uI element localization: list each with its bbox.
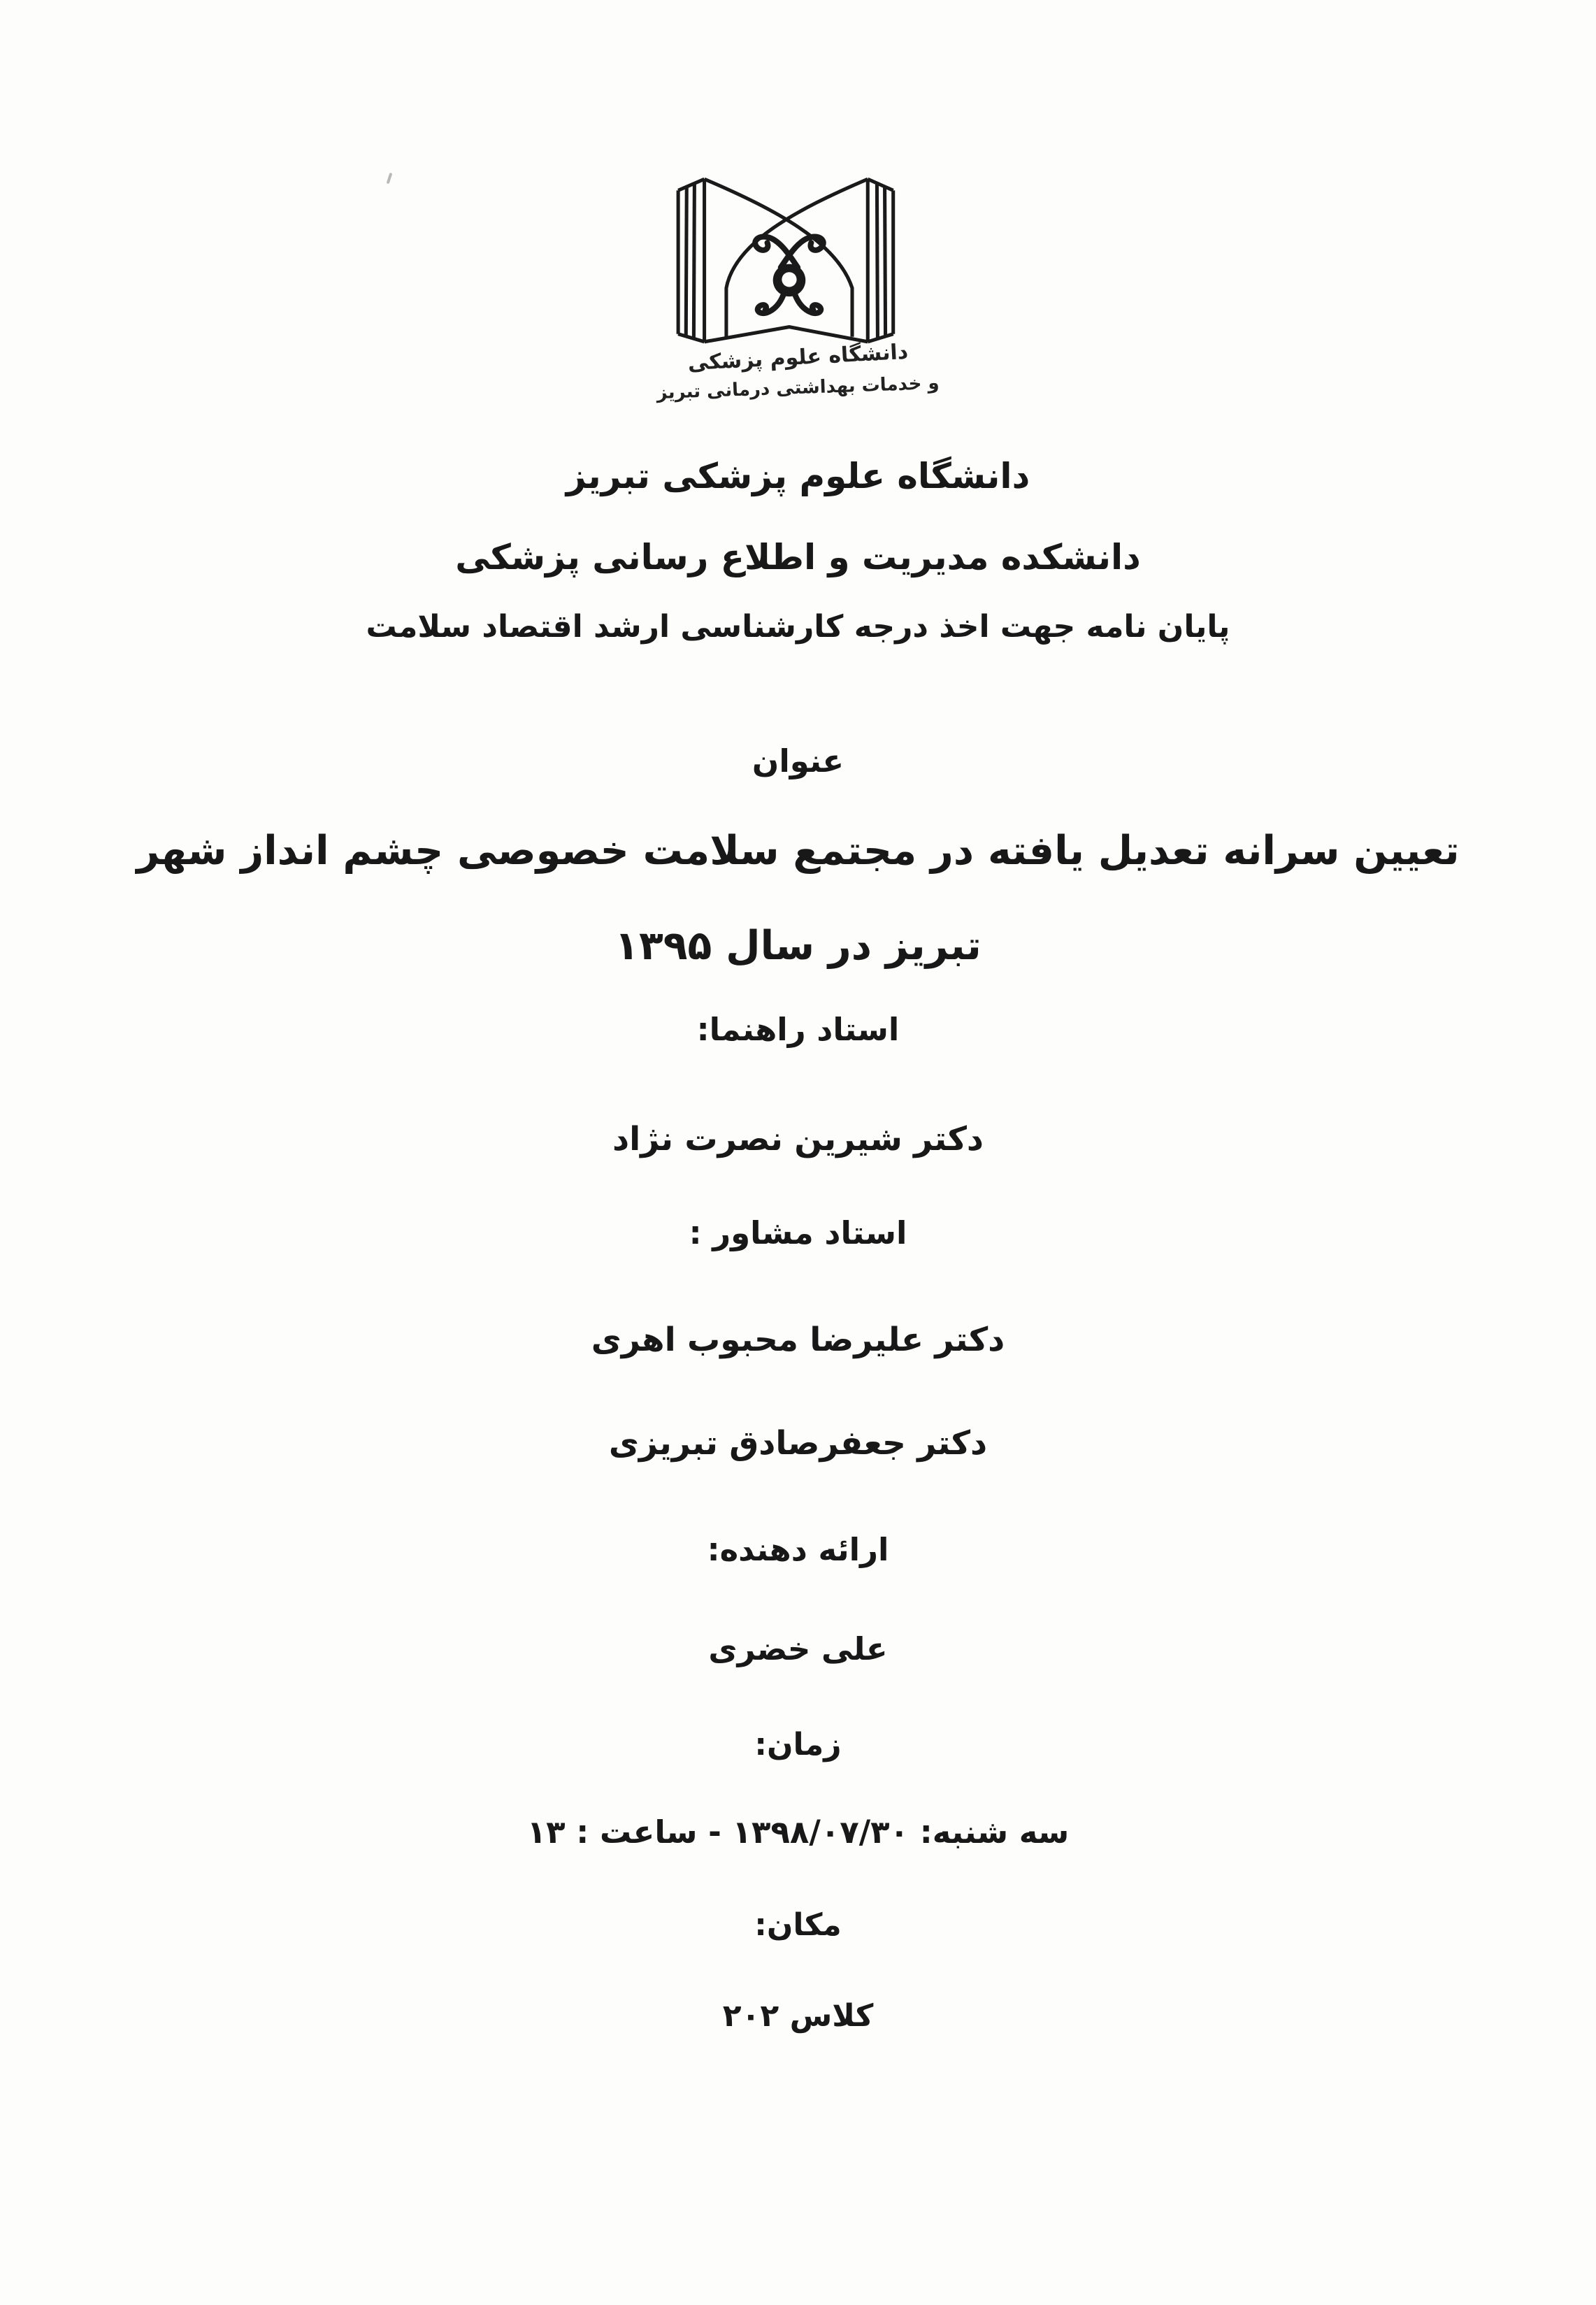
presenter-name: علی خضری: [708, 1630, 888, 1667]
title-section-label: عنوان: [752, 742, 844, 780]
supervisor-label: استاد راهنما:: [696, 1011, 900, 1048]
thesis-title-line2: تبریز در سال ۱۳۹۵: [614, 923, 982, 969]
university-name: دانشگاه علوم پزشکی تبریز: [566, 456, 1030, 496]
thesis-statement: پایان نامه جهت اخذ درجه کارشناسی ارشد اقتصاد سلامت: [366, 609, 1230, 645]
advisor-name-1: دکتر علیرضا محبوب اهری: [591, 1321, 1005, 1359]
university-emblem-icon: [671, 173, 912, 347]
thesis-title-line1: تعیین سرانه تعدیل یافته در مجتمع سلامت خصوصی چشم انداز شهر: [136, 828, 1460, 874]
location-value: کلاس ۲۰۲: [722, 1998, 874, 2034]
advisor-name-2: دکتر جعفرصادق تبریزی: [608, 1424, 988, 1463]
time-label: زمان:: [754, 1727, 842, 1762]
logo-caption-line1: دانشگاه علوم پزشکی: [687, 339, 909, 376]
supervisor-name: دکتر شیرین نصرت نژاد: [612, 1120, 984, 1158]
defense-datetime: سه شنبه: ۱۳۹۸/۰۷/۳۰ - ساعت : ۱۳: [526, 1814, 1070, 1851]
presenter-label: ارائه دهنده:: [707, 1531, 889, 1568]
faculty-name: دانشکده مدیریت و اطلاع رسانی پزشکی: [455, 537, 1141, 577]
logo-caption-line2: و خدمات بهداشتی درمانی تبریز: [656, 372, 940, 404]
advisor-label: استاد مشاور :: [689, 1214, 907, 1251]
scan-speck-artifact: [387, 173, 393, 184]
location-label: مکان:: [754, 1907, 842, 1943]
